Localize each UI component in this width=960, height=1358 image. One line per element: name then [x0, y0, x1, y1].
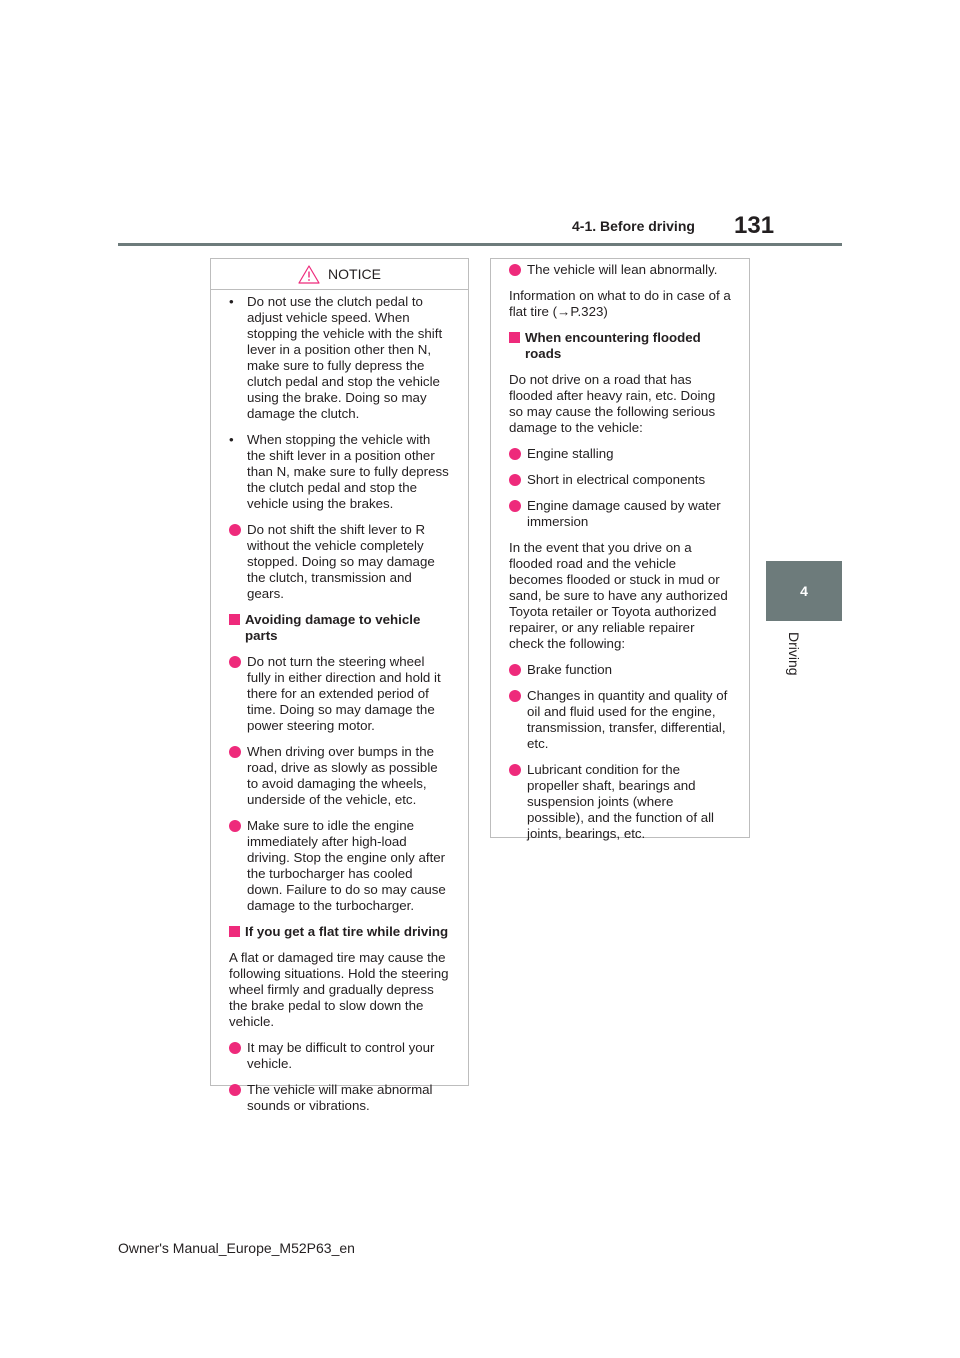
- square-bullet-icon: [229, 926, 240, 937]
- bullet-list-item: [229, 744, 450, 808]
- section-title: 4-1. Before driving: [572, 218, 695, 234]
- bullet-list-item: [229, 522, 450, 602]
- bullet-list-item: [509, 262, 731, 278]
- item-text: Do not drive on a road that has flooded after heavy rain, etc. Doing so may cause the following serious damage to the vehicle:: [509, 372, 716, 435]
- bullet-list-item: [229, 654, 450, 734]
- notice-content: [211, 290, 468, 1114]
- bullet-list-item: [509, 498, 731, 530]
- notice-box-continued: [490, 258, 750, 841]
- bullet-icon: [229, 820, 241, 832]
- warning-triangle-icon: [298, 265, 320, 284]
- item-text: Information on what to do in case of a flat tire (→P.323): [509, 288, 731, 319]
- bullet-icon: [509, 664, 521, 676]
- notice-box: [210, 258, 469, 1113]
- section-heading: [509, 330, 731, 362]
- notice-label: NOTICE: [328, 266, 381, 282]
- section-heading: [229, 612, 450, 644]
- dash-list-item: [229, 432, 450, 512]
- bullet-icon: [229, 1084, 241, 1096]
- bullet-icon: [509, 448, 521, 460]
- bullet-icon: [509, 474, 521, 486]
- bullet-list-item: [509, 472, 731, 488]
- item-text: Do not turn the steering wheel fully in either direction and hold it there for an extended period of time. Doing so may damage the power steering motor.: [247, 654, 441, 733]
- item-text: In the event that you drive on a flooded road and the vehicle becomes flooded or stuck in mud or sand, be sure to have any authorized Toyota retailer or Toyota authorized repairer, or any reliable repairer check the following:: [509, 540, 728, 651]
- bullet-icon: [509, 764, 521, 776]
- paragraph: [509, 372, 731, 436]
- item-text: If you get a flat tire while driving: [245, 924, 449, 939]
- bullet-icon: [509, 264, 521, 276]
- dash-list-item: [229, 294, 450, 422]
- bullet-list-item: [509, 762, 731, 842]
- item-text: When encountering flooded roads: [525, 330, 701, 361]
- bullet-icon: [229, 524, 241, 536]
- bullet-list-item: [229, 818, 450, 914]
- notice-header: [211, 259, 468, 290]
- item-text: Avoiding damage to vehicle parts: [245, 612, 421, 643]
- bullet-icon: [509, 690, 521, 702]
- item-text: Changes in quantity and quality of oil and fluid used for the engine, transmission, transfer, differential, etc.: [527, 688, 728, 751]
- section-heading: [229, 924, 450, 940]
- bullet-list-item: [509, 446, 731, 462]
- item-text: The vehicle will lean abnormally.: [527, 262, 718, 277]
- chapter-number: 4: [800, 583, 808, 599]
- item-text: Brake function: [527, 662, 613, 677]
- item-text: Lubricant condition for the propeller shaft, bearings and suspension joints (where possible), and the function of all joints, bearings, etc.: [527, 762, 715, 841]
- item-text: Short in electrical components: [527, 472, 706, 487]
- bullet-icon: [229, 746, 241, 758]
- paragraph: [229, 950, 450, 1030]
- item-text: Engine stalling: [527, 446, 614, 461]
- notice-content-continued: [491, 259, 749, 842]
- item-text: When stopping the vehicle with the shift lever in a position other than N, make sure to fully depress the clutch pedal and stop the vehicle using the brakes.: [247, 432, 449, 511]
- page-number: 131: [734, 212, 775, 239]
- item-text: When driving over bumps in the road, drive as slowly as possible to avoid damaging the wheels, underside of the vehicle, etc.: [247, 744, 438, 807]
- item-text: The vehicle will make abnormal sounds or vibrations.: [247, 1082, 433, 1113]
- item-text: Do not use the clutch pedal to adjust vehicle speed. When stopping the vehicle with the shift lever in a position other then N, make sure to fully depress the clutch pedal and stop the vehicle using the brake. Doing so may damage the clutch.: [247, 294, 443, 421]
- bullet-list-item: [509, 662, 731, 678]
- item-text: Do not shift the shift lever to R without the vehicle completely stopped. Doing so may damage the clutch, transmission and gears.: [247, 522, 435, 601]
- paragraph: [509, 288, 731, 320]
- chapter-tab: [766, 561, 842, 621]
- square-bullet-icon: [509, 332, 520, 343]
- chapter-title: Driving: [786, 632, 802, 676]
- header-rule: [118, 243, 842, 246]
- item-text: Make sure to idle the engine immediately after high-load driving. Stop the engine only after the turbocharger has cooled down. Failure to do so may cause damage to the turbocharger.: [247, 818, 446, 913]
- footer-text: Owner's Manual_Europe_M52P63_en: [118, 1240, 355, 1256]
- bullet-list-item: [229, 1040, 450, 1072]
- bullet-icon: [229, 1042, 241, 1054]
- item-text: A flat or damaged tire may cause the following situations. Hold the steering wheel firmly and gradually depress the brake pedal to slow down the vehicle.: [229, 950, 449, 1029]
- bullet-icon: [229, 656, 241, 668]
- item-text: It may be difficult to control your vehicle.: [247, 1040, 435, 1071]
- square-bullet-icon: [229, 614, 240, 625]
- paragraph: [509, 540, 731, 652]
- bullet-list-item: [509, 688, 731, 752]
- bullet-icon: [509, 500, 521, 512]
- item-text: Engine damage caused by water immersion: [527, 498, 721, 529]
- bullet-list-item: [229, 1082, 450, 1114]
